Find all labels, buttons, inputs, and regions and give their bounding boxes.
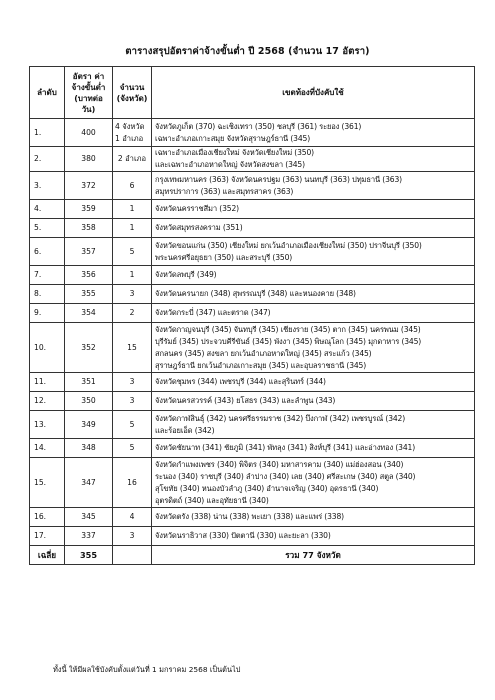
footnote: ทั้งนี้ ให้มีผลใช้บังคับตั้งแต่วันที่ 1 มกราคม 2568 เป็นต้นไป xyxy=(53,665,241,674)
row-count: 3 xyxy=(113,527,152,546)
row-area xyxy=(152,266,475,285)
row-count: 5 xyxy=(113,411,152,439)
row-seq: 5. xyxy=(30,219,65,238)
row-area-line: สมุทรปราการ (363) และสมุทรสาคร (363) xyxy=(155,186,294,196)
row-rate: 372 xyxy=(65,172,113,200)
row-area-line: อุตรดิตถ์ (340) และอุทัยธานี (340) xyxy=(155,495,269,505)
row-seq: 3. xyxy=(30,172,65,200)
row-seq: 17. xyxy=(30,527,65,546)
row-area xyxy=(152,285,475,304)
row-count: 2 xyxy=(113,304,152,323)
row-count xyxy=(113,119,152,147)
row-count-part: 4 จังหวัด xyxy=(115,121,145,131)
row-area xyxy=(152,373,475,392)
row-count: 1 xyxy=(113,266,152,285)
average-rate: 355 xyxy=(65,546,113,565)
row-count: 15 xyxy=(113,323,152,373)
row-count: 3 xyxy=(113,285,152,304)
average-label: เฉลี่ย xyxy=(30,546,65,565)
row-area xyxy=(152,304,475,323)
row-count: 2 อำเภอ xyxy=(113,147,152,172)
row-rate: 356 xyxy=(65,266,113,285)
row-area-line: จังหวัดนครราชสีมา (352) xyxy=(155,204,239,213)
row-area-line: บุรีรัมย์ (345) ประจวบคีรีขันธ์ (345) พังงา (345) พิษณุโลก (345) มุกดาหาร (345) xyxy=(155,336,422,346)
table-row xyxy=(30,219,475,238)
row-area-line: จังหวัดขอนแก่น (350) เชียงใหม่ ยกเว้นอำเภอเมืองเชียงใหม่ (350) ปราจีนบุรี (350) xyxy=(155,240,422,250)
table-row xyxy=(30,119,475,147)
row-area xyxy=(152,238,475,266)
table-row xyxy=(30,172,475,200)
row-seq: 15. xyxy=(30,458,65,508)
row-count: 3 xyxy=(113,373,152,392)
row-area xyxy=(152,219,475,238)
row-area-line: พระนครศรีอยุธยา (350) และสระบุรี (350) xyxy=(155,252,293,262)
row-seq: 13. xyxy=(30,411,65,439)
row-count: 6 xyxy=(113,172,152,200)
table-row xyxy=(30,266,475,285)
row-count: 3 xyxy=(113,392,152,411)
row-rate: 348 xyxy=(65,439,113,458)
row-area xyxy=(152,439,475,458)
row-area-line: จังหวัดกำแพงเพชร (340) พิจิตร (340) มหาสารคาม (340) แม่ฮ่องสอน (340) xyxy=(155,459,404,469)
table-row xyxy=(30,147,475,172)
row-count: 5 xyxy=(113,238,152,266)
row-seq: 14. xyxy=(30,439,65,458)
row-rate: 380 xyxy=(65,147,113,172)
table-row xyxy=(30,439,475,458)
row-area-line: และเฉพาะอำเภอหาดใหญ่ จังหวัดสงขลา (345) xyxy=(155,160,305,169)
row-area-line: กรุงเทพมหานคร (363) จังหวัดนครปฐม (363) นนทบุรี (363) ปทุมธานี (363) xyxy=(155,174,402,184)
row-area-line: จังหวัดนครสวรรค์ (343) ยโสธร (343) และลำพูน (343) xyxy=(155,396,336,405)
row-rate: 355 xyxy=(65,285,113,304)
average-count-cell xyxy=(113,546,152,565)
row-area xyxy=(152,172,475,200)
row-rate: 337 xyxy=(65,527,113,546)
document-title: ตารางสรุปอัตราค่าจ้างขั้นต่ำ ปี 2568 (จำนวน 17 อัตรา) xyxy=(125,46,370,57)
header-area: เขตท้องที่บังคับใช้ xyxy=(152,67,475,119)
minimum-wage-table xyxy=(29,66,475,565)
row-rate: 349 xyxy=(65,411,113,439)
row-area-line: สกลนคร (345) สงขลา ยกเว้นอำเภอหาดใหญ่ (345) สระแก้ว (345) xyxy=(155,348,372,358)
row-area-line: ระนอง (340) ราชบุรี (340) ลำปาง (340) เลย (340) ศรีสะเกษ (340) สตูล (340) xyxy=(155,471,416,481)
row-area-line: จังหวัดกาญจนบุรี (345) จันทบุรี (345) เชียงราย (345) ตาก (345) นครพนม (345) xyxy=(155,324,421,334)
row-area-line: จังหวัดนราธิวาส (330) ปัตตานี (330) และยะลา (330) xyxy=(155,531,331,540)
row-rate: 345 xyxy=(65,508,113,527)
row-rate: 357 xyxy=(65,238,113,266)
row-seq: 6. xyxy=(30,238,65,266)
row-rate: 359 xyxy=(65,200,113,219)
table-row xyxy=(30,285,475,304)
row-count: 1 xyxy=(113,219,152,238)
table-row xyxy=(30,411,475,439)
row-count: 1 xyxy=(113,200,152,219)
row-seq: 12. xyxy=(30,392,65,411)
row-seq: 1. xyxy=(30,119,65,147)
row-seq: 7. xyxy=(30,266,65,285)
row-area xyxy=(152,147,475,172)
row-area xyxy=(152,458,475,508)
row-area-line: จังหวัดกระบี่ (347) และตราด (347) xyxy=(155,308,271,317)
row-area-line: จังหวัดตรัง (338) น่าน (338) พะเยา (338) และแพร่ (338) xyxy=(155,512,344,521)
table-header-row xyxy=(30,67,475,119)
row-area-line: จังหวัดชัยนาท (341) ชัยภูมิ (341) พัทลุง (341) สิงห์บุรี (341) และอ่างทอง (341) xyxy=(155,443,416,452)
table-row xyxy=(30,392,475,411)
table-body xyxy=(30,119,475,546)
table-row xyxy=(30,527,475,546)
row-area xyxy=(152,323,475,373)
average-row xyxy=(30,546,475,565)
row-seq: 2. xyxy=(30,147,65,172)
row-seq: 8. xyxy=(30,285,65,304)
row-area-line: จังหวัดกาฬสินธุ์ (342) นครศรีธรรมราช (342) บึงกาฬ (342) เพชรบูรณ์ (342) xyxy=(155,413,406,423)
row-area xyxy=(152,508,475,527)
row-seq: 9. xyxy=(30,304,65,323)
row-rate: 354 xyxy=(65,304,113,323)
row-area-line: จังหวัดชุมพร (344) เพชรบุรี (344) และสุรินทร์ (344) xyxy=(155,377,326,386)
row-area-line: และร้อยเอ็ด (342) xyxy=(155,425,215,435)
row-rate: 351 xyxy=(65,373,113,392)
table-row xyxy=(30,373,475,392)
table-row xyxy=(30,323,475,373)
table-row xyxy=(30,200,475,219)
table-row xyxy=(30,304,475,323)
table-row xyxy=(30,238,475,266)
average-total: รวม 77 จังหวัด xyxy=(152,546,475,565)
row-rate: 400 xyxy=(65,119,113,147)
row-area-line: เฉพาะอำเภอเกาะสมุย จังหวัดสุราษฎร์ธานี (345) xyxy=(155,133,311,143)
row-area-line: จังหวัดภูเก็ต (370) ฉะเชิงเทรา (350) ชลบุรี (361) ระยอง (361) xyxy=(155,121,362,131)
row-seq: 4. xyxy=(30,200,65,219)
table-row xyxy=(30,458,475,508)
row-area-line: จังหวัดลพบุรี (349) xyxy=(155,270,217,279)
row-seq: 10. xyxy=(30,323,65,373)
row-area xyxy=(152,411,475,439)
header-seq: ลำดับ xyxy=(30,67,65,119)
row-area-line: จังหวัดนครนายก (348) สุพรรณบุรี (348) และหนองคาย (348) xyxy=(155,289,356,298)
row-area xyxy=(152,200,475,219)
row-area-line: เฉพาะอำเภอเมืองเชียงใหม่ จังหวัดเชียงใหม่ (350) xyxy=(155,148,314,157)
row-seq: 16. xyxy=(30,508,65,527)
table-row xyxy=(30,508,475,527)
row-count: 5 xyxy=(113,439,152,458)
row-rate: 347 xyxy=(65,458,113,508)
row-count: 4 xyxy=(113,508,152,527)
row-count-part: 1 อำเภอ xyxy=(115,133,144,143)
row-seq: 11. xyxy=(30,373,65,392)
header-rate: อัตรา ค่าจ้างขั้นต่ำ (บาทต่อวัน) xyxy=(65,67,113,119)
row-area xyxy=(152,392,475,411)
row-rate: 352 xyxy=(65,323,113,373)
row-area-line: จังหวัดสมุทรสงคราม (351) xyxy=(155,223,243,232)
row-area xyxy=(152,119,475,147)
row-area-line: สุราษฎร์ธานี ยกเว้นอำเภอเกาะสมุย (345) และอุบลราชธานี (345) xyxy=(155,360,367,370)
row-rate: 350 xyxy=(65,392,113,411)
row-count: 16 xyxy=(113,458,152,508)
row-area xyxy=(152,527,475,546)
row-rate: 358 xyxy=(65,219,113,238)
row-area-line: สุโขทัย (340) หนองบัวลำภู (340) อำนาจเจริญ (340) อุดรธานี (340) xyxy=(155,483,379,493)
header-count: จำนวน (จังหวัด) xyxy=(113,67,152,119)
